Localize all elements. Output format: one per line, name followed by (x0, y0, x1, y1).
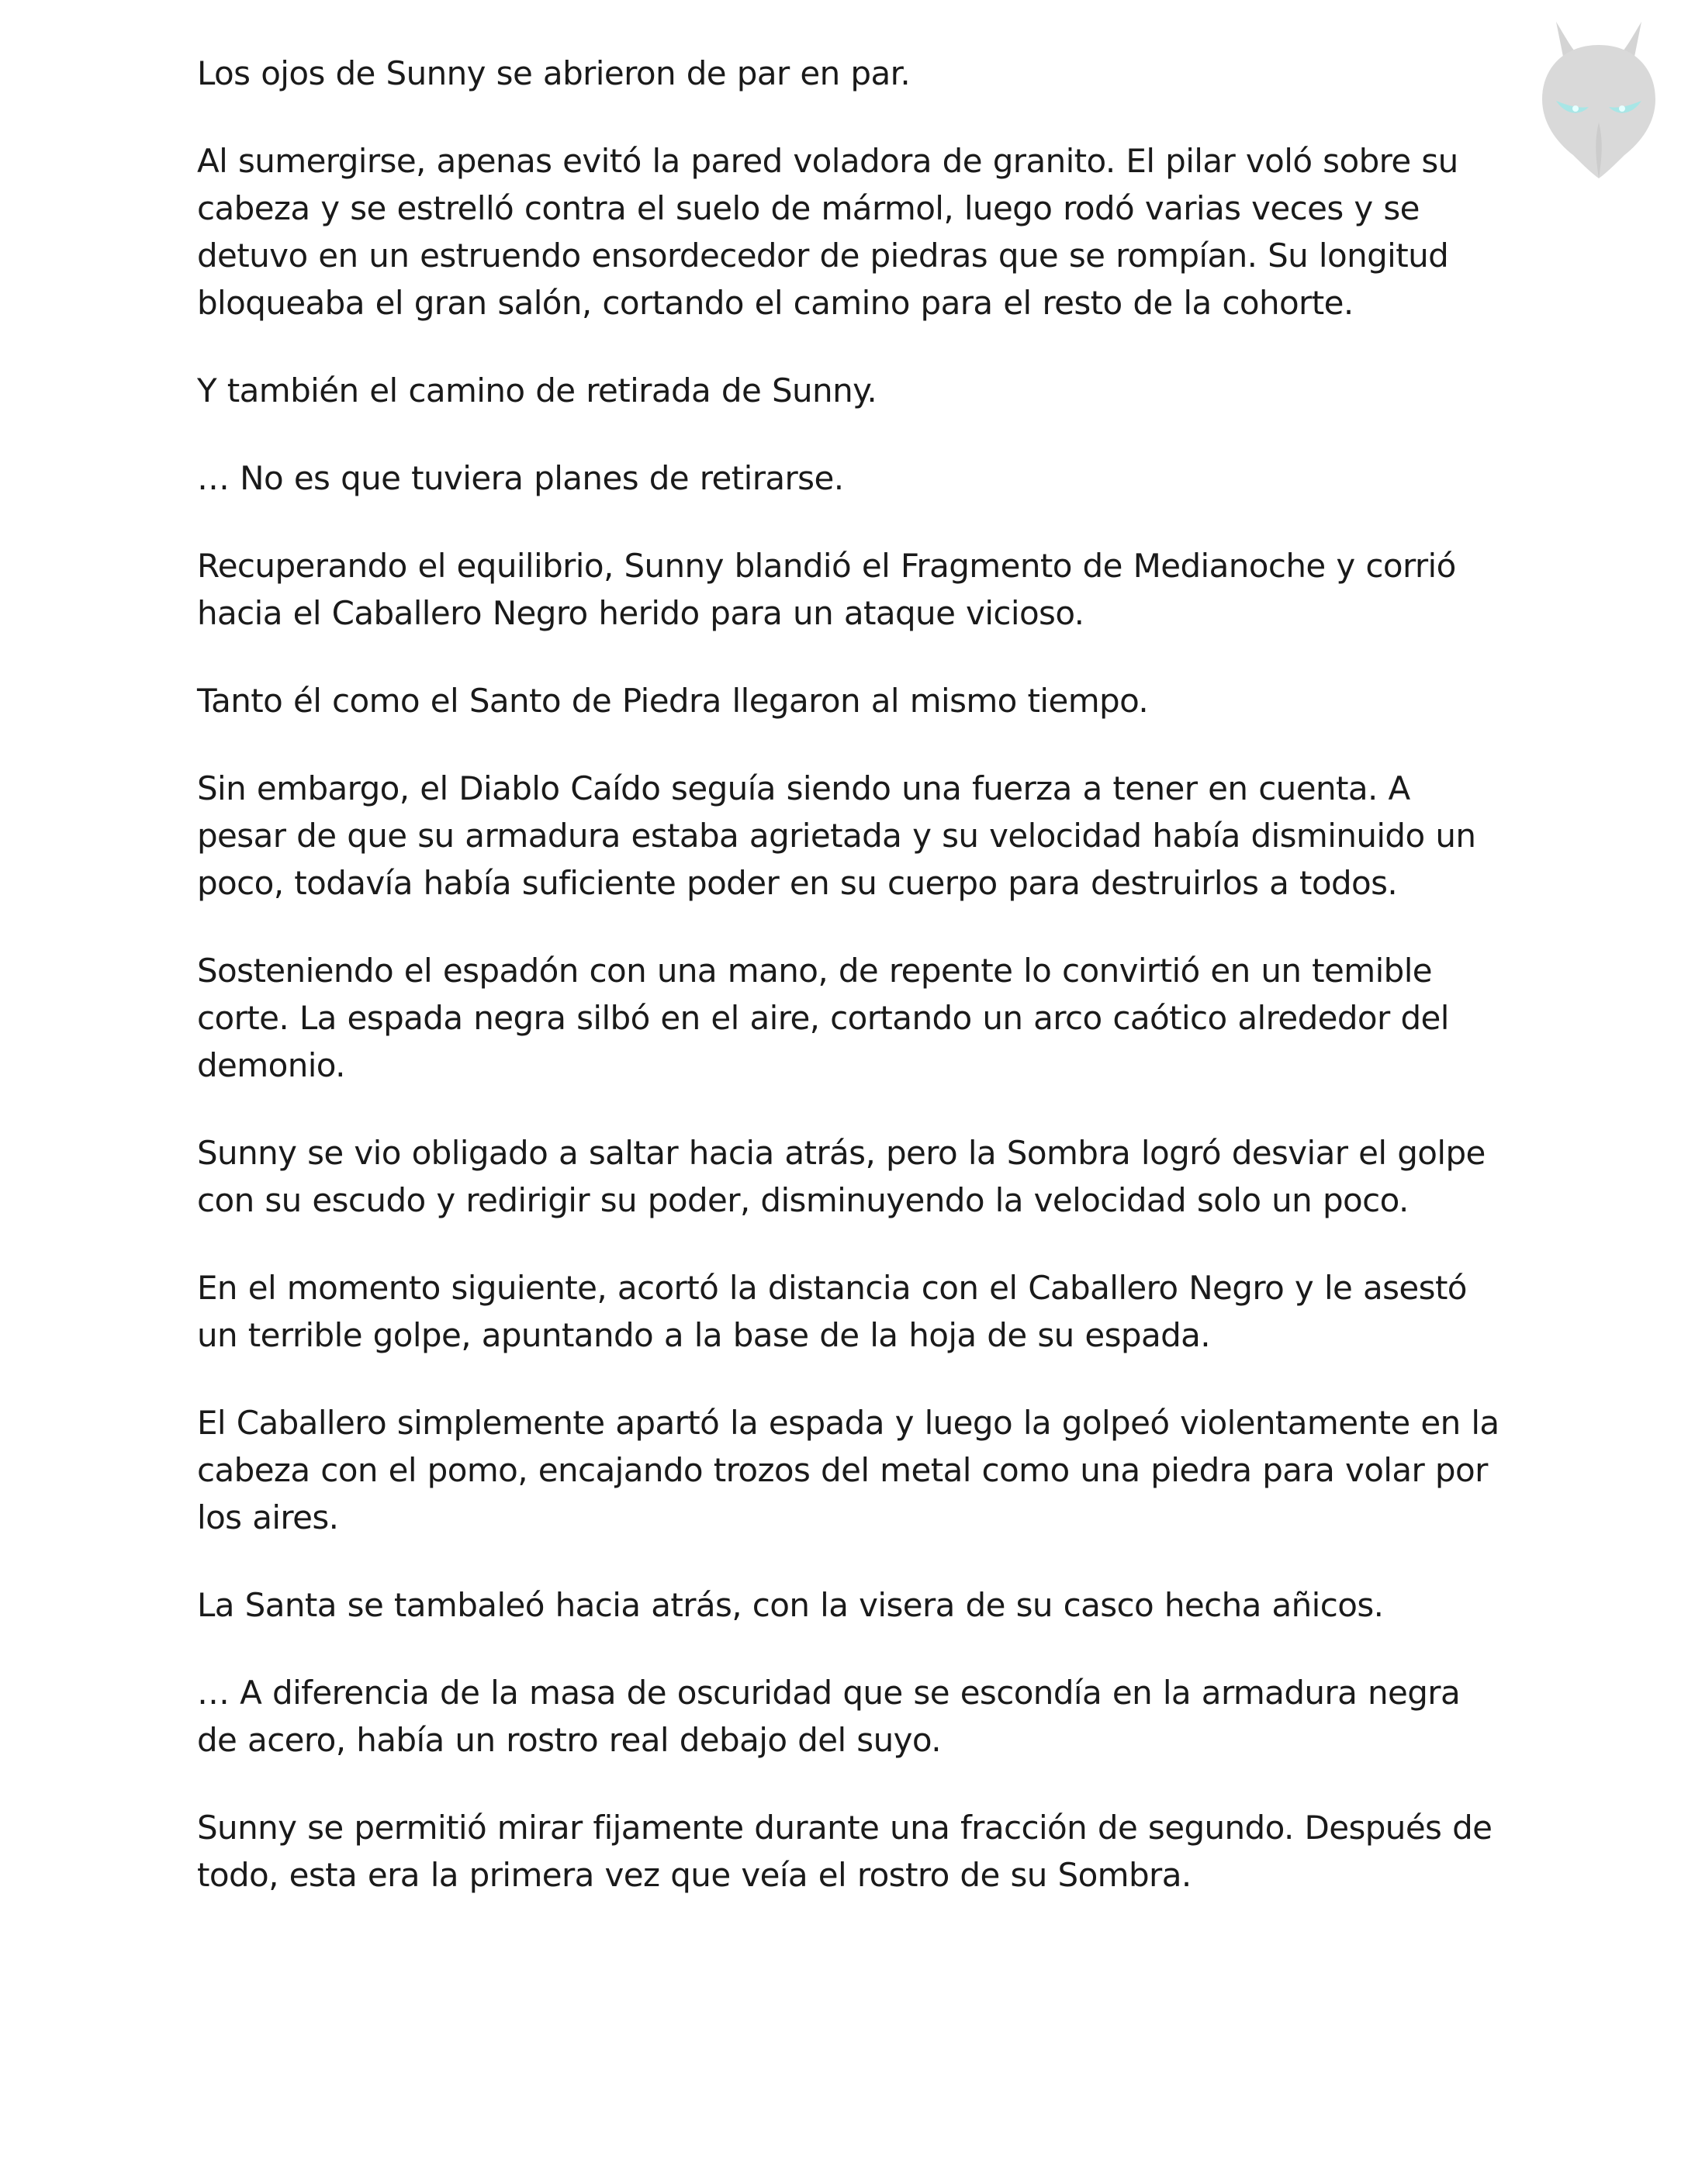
paragraph: Y también el camino de retirada de Sunny. (197, 371, 877, 410)
paragraph: … No es que tuviera planes de retirarse. (197, 459, 844, 497)
paragraph: El Caballero simplemente apartó la espada y luego la golpeó violentamente en la cabeza con el pomo, encajando trozos del metal como una piedra para volar por los aires. (197, 1404, 1499, 1536)
paragraph: En el momento siguiente, acortó la distancia con el Caballero Negro y le asestó un terrible golpe, apuntando a la base de la hoja de su espada. (197, 1269, 1467, 1354)
paragraph: Sunny se permitió mirar fijamente durante una fracción de segundo. Después de todo, esta era la primera vez que veía el rostro de su Sombra. (197, 1809, 1493, 1894)
paragraph: Al sumergirse, apenas evitó la pared voladora de granito. El pilar voló sobre su cabeza y se estrelló contra el suelo de mármol, luego rodó varias veces y se detuvo en un estruendo ensordecedor de piedras que se rompían. Su longitud bloqueaba el gran salón, cortando el camino para el resto de la cohorte. (197, 142, 1458, 322)
paragraph: … A diferencia de la masa de oscuridad que se escondía en la armadura negra de acero, había un rostro real debajo del suyo. (197, 1674, 1461, 1759)
paragraph: La Santa se tambaleó hacia atrás, con la visera de su casco hecha añicos. (197, 1586, 1384, 1624)
story-text (197, 50, 1500, 1939)
demon-head-icon (1525, 14, 1672, 185)
paragraph: Los ojos de Sunny se abrieron de par en par. (197, 54, 911, 92)
paragraph: Sin embargo, el Diablo Caído seguía siendo una fuerza a tener en cuenta. A pesar de que su armadura estaba agrietada y su velocidad había disminuido un poco, todavía había suficiente poder en su cuerpo para destruirlos a todos. (197, 769, 1476, 902)
paragraph: Sunny se vio obligado a saltar hacia atrás, pero la Sombra logró desviar el golpe con su escudo y redirigir su poder, disminuyendo la velocidad solo un poco. (197, 1134, 1486, 1219)
paragraph: Recuperando el equilibrio, Sunny blandió el Fragmento de Medianoche y corrió hacia el Caballero Negro herido para un ataque vicioso. (197, 547, 1456, 632)
paragraph: Sosteniendo el espadón con una mano, de repente lo convirtió en un temible corte. La espada negra silbó en el aire, cortando un arco caótico alrededor del demonio. (197, 952, 1449, 1084)
paragraph: Tanto él como el Santo de Piedra llegaron al mismo tiempo. (197, 682, 1149, 720)
